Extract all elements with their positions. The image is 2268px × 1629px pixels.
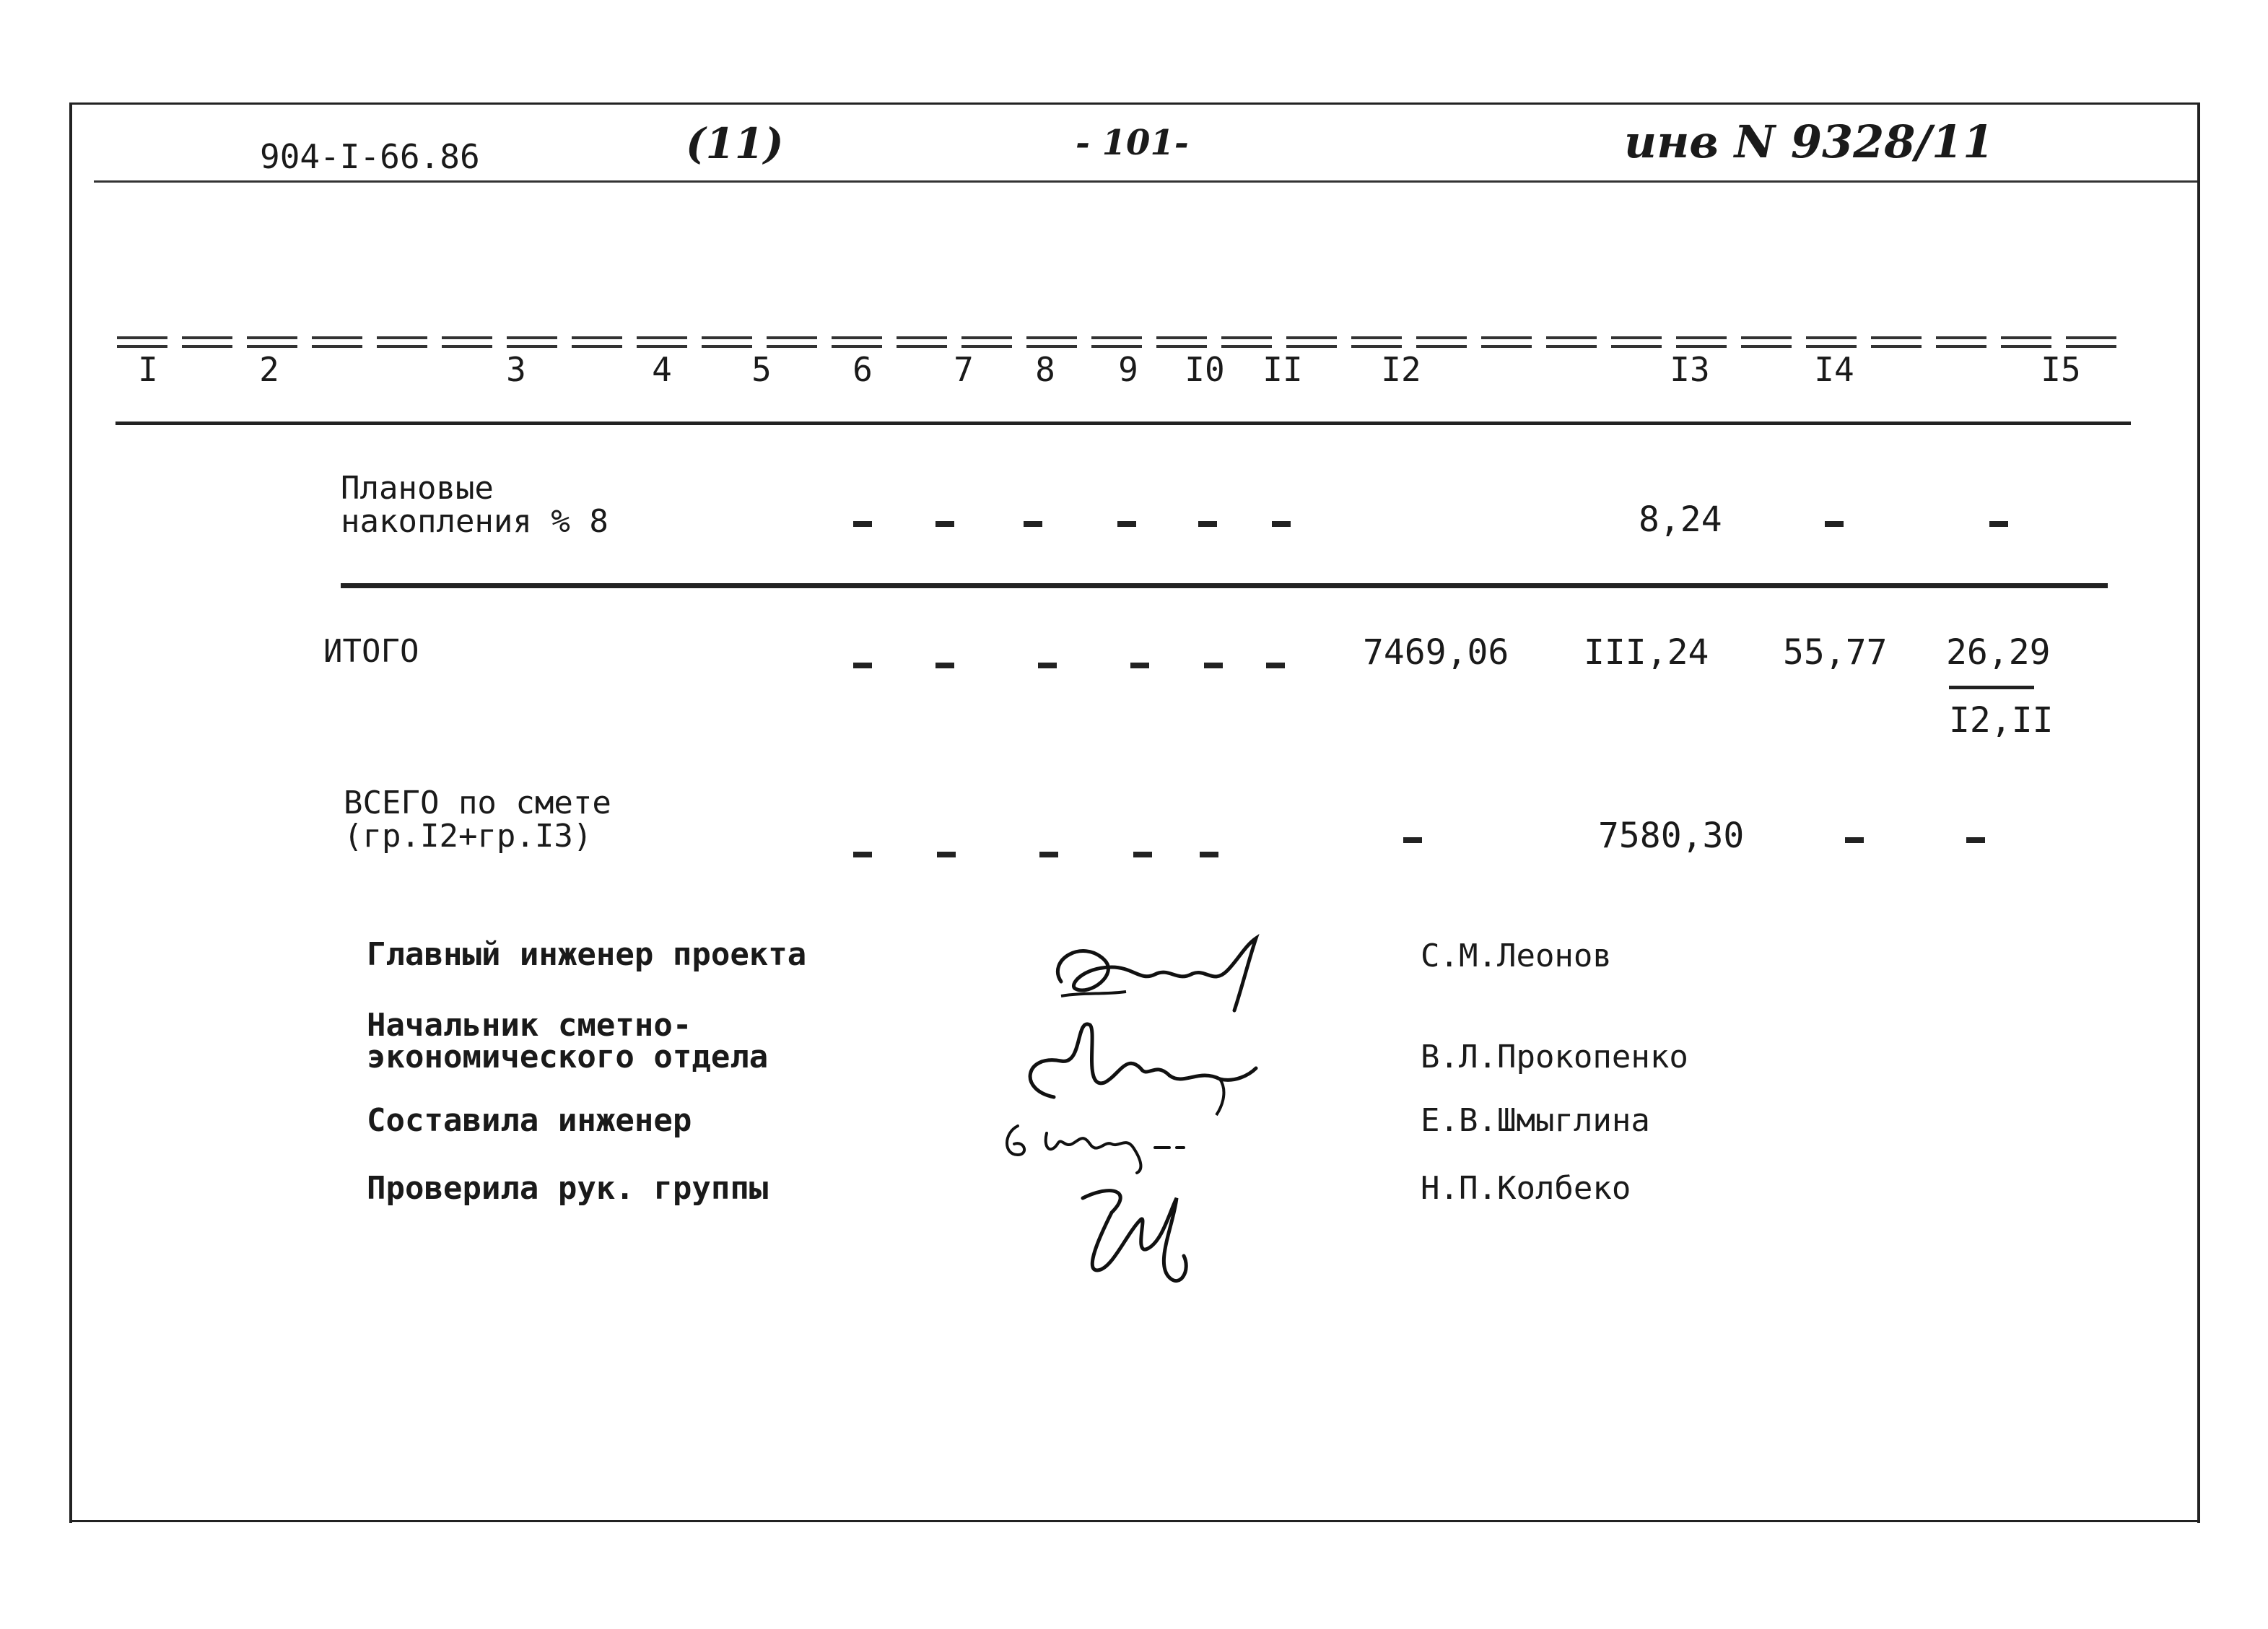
planned-label-line2: накопления % 8 (341, 503, 609, 540)
role-head-line2: экономического отдела (367, 1039, 769, 1075)
name-kolbeko: Н.П.Колбеко (1421, 1170, 1631, 1207)
header-separator (94, 180, 2197, 183)
column-number: 7 (954, 350, 974, 389)
planned-col14-dash (1825, 521, 1844, 527)
column-number: 2 (259, 350, 279, 389)
frame-left-border (69, 102, 72, 1523)
column-number: 9 (1118, 350, 1138, 389)
total-col15-top-value: 26,29 (1946, 632, 2051, 673)
grand-total-label-line2: (гр.I2+гр.I3) (344, 818, 593, 855)
role-compiled-by: Составила инженер (367, 1102, 692, 1139)
planned-col13-value: 8,24 (1639, 499, 1722, 540)
subtotal-rule (341, 583, 2108, 588)
signature-kolbeko (1054, 1169, 1227, 1299)
column-number: II (1262, 350, 1303, 389)
column-number: 4 (652, 350, 672, 389)
grand-col15-dash (1966, 837, 1985, 843)
role-checked-by: Проверила рук. группы (367, 1170, 769, 1207)
planned-col6-dash (853, 521, 872, 527)
planned-col10-dash (1198, 521, 1217, 527)
doc-code: 904-I-66.86 (260, 137, 480, 176)
grand-col13-value: 7580,30 (1598, 816, 1745, 856)
total-col12-value: 7469,06 (1363, 632, 1509, 673)
signature-shmyglina (989, 1104, 1220, 1176)
total-col15-bottom-value: I2,II (1949, 700, 2054, 741)
sheet-mark: (11) (686, 119, 784, 168)
grand-col10-dash (1200, 852, 1218, 857)
column-number: I0 (1185, 350, 1225, 389)
total-col9-dash (1130, 663, 1149, 668)
total-col14-value: 55,77 (1783, 632, 1888, 673)
frame-right-border (2197, 102, 2200, 1523)
planned-label-line1: Плановые (341, 470, 494, 507)
planned-col9-dash (1117, 521, 1136, 527)
column-number: 6 (852, 350, 873, 389)
frame-bottom-border (69, 1520, 2200, 1522)
grand-col9-dash (1133, 852, 1152, 857)
column-number: I2 (1381, 350, 1421, 389)
column-number: I4 (1814, 350, 1854, 389)
planned-col15-dash (1989, 521, 2008, 527)
role-chief-engineer: Главный инженер проекта (367, 936, 807, 973)
total-col13-value: III,24 (1584, 632, 1709, 673)
column-number: I5 (2041, 350, 2081, 389)
name-shmyglina: Е.В.Шмыглина (1421, 1102, 1650, 1139)
grand-col8-dash (1039, 852, 1058, 857)
page-number: - 101- (1076, 123, 1189, 163)
column-number: I3 (1670, 350, 1710, 389)
planned-col8-dash (1024, 521, 1042, 527)
planned-col7-dash (935, 521, 954, 527)
total-col7-dash (935, 663, 954, 668)
total-col10-dash (1204, 663, 1223, 668)
planned-col11-dash (1272, 521, 1291, 527)
grand-col6-dash (853, 852, 872, 857)
name-leonov: С.М.Леонов (1421, 938, 1612, 974)
grand-col12-dash (1403, 837, 1422, 843)
column-number: 8 (1035, 350, 1055, 389)
total-col11-dash (1266, 663, 1285, 668)
inventory-number: инв N 9328/11 (1624, 115, 1994, 168)
grand-col7-dash (937, 852, 956, 857)
grand-total-label-line1: ВСЕГО по смете (344, 785, 611, 821)
column-header-bottom-rule (115, 422, 2131, 425)
grand-col14-dash (1845, 837, 1864, 843)
total-label: ИТОГО (323, 633, 419, 670)
total-col6-dash (853, 663, 872, 668)
column-number: 3 (506, 350, 526, 389)
column-number: I (138, 350, 158, 389)
total-col8-dash (1038, 663, 1057, 668)
role-head-line1: Начальник сметно- (367, 1007, 692, 1044)
fraction-bar (1949, 686, 2034, 689)
frame-top-border (69, 102, 2200, 105)
column-number: 5 (751, 350, 772, 389)
name-prokopenko: В.Л.Прокопенко (1421, 1039, 1688, 1075)
